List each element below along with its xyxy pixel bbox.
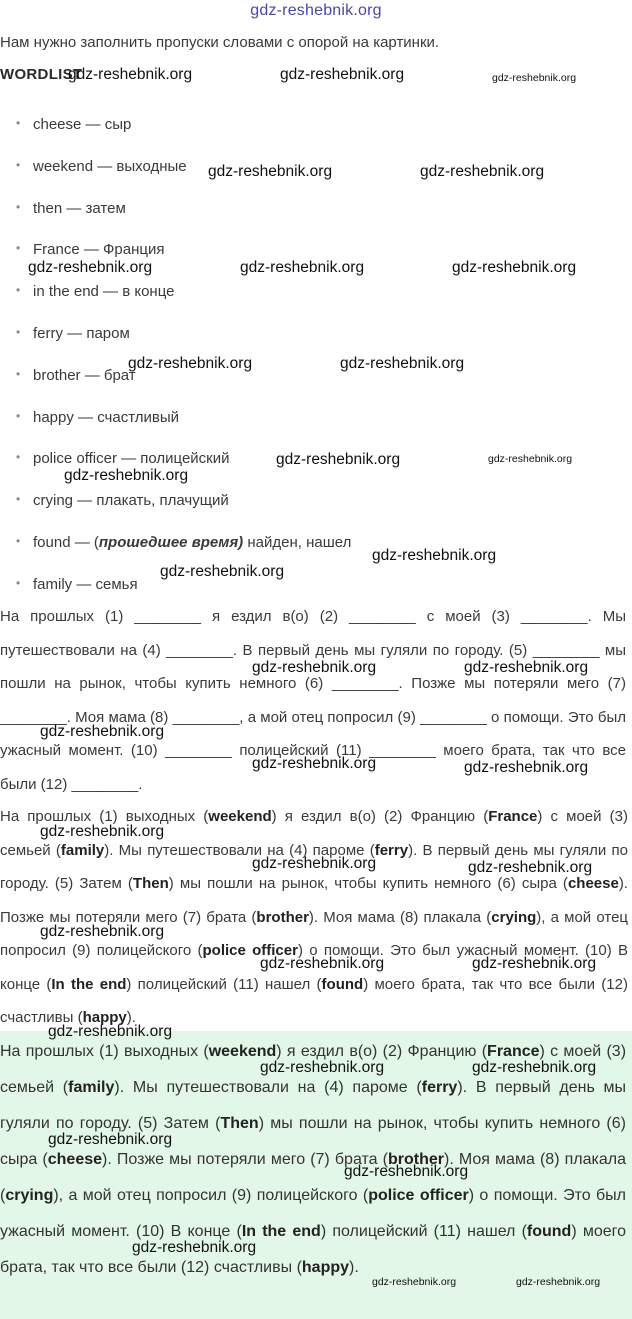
watermark: gdz-reshebnik.org (48, 1023, 173, 1040)
answer-keyword: ferry (374, 841, 409, 859)
watermark: gdz-reshebnik.org (48, 1131, 173, 1148)
text-segment: ), а мой отец попросил (9) полицейского ( (53, 1187, 369, 1204)
site-watermark-header: gdz-reshebnik.org (250, 2, 382, 19)
text-segment: ) я ездил в(о) (2) Францию ( (271, 808, 489, 825)
wordlist-heading: WORDLIST (0, 66, 83, 83)
watermark: gdz-reshebnik.org (240, 259, 365, 276)
watermark: gdz-reshebnik.org (472, 955, 597, 972)
text-segment: ). Моя мама (8) плакала ( (308, 908, 492, 926)
watermark: gdz-reshebnik.org (28, 259, 153, 276)
watermark: gdz-reshebnik.org (344, 1163, 469, 1180)
watermark: gdz-reshebnik.org (260, 955, 385, 972)
watermark: gdz-reshebnik.org (260, 1059, 385, 1076)
text-segment: На прошлых (1) выходных ( (0, 808, 209, 825)
text-segment: ) полицейский (11) нашел ( (126, 975, 322, 993)
watermark: gdz-reshebnik.org (488, 453, 573, 465)
text-segment: ) с моей (3) семьей ( (0, 808, 628, 859)
answer-keyword: weekend (208, 1043, 277, 1060)
bullet-icon: • (16, 116, 21, 130)
watermark: gdz-reshebnik.org (372, 547, 497, 564)
answer-keyword: ferry (421, 1079, 458, 1096)
watermark: gdz-reshebnik.org (128, 355, 253, 372)
answer-keyword: cheese (47, 1151, 103, 1168)
bullet-icon: • (16, 576, 21, 590)
watermark: gdz-reshebnik.org (208, 163, 333, 180)
text-segment: ) о помощи. Это был ужасный момент. (10) В конце ( (0, 942, 628, 993)
wordlist-item-text: happy — счастливый (33, 409, 179, 426)
watermark: gdz-reshebnik.org (468, 859, 593, 876)
watermark: gdz-reshebnik.org (420, 163, 545, 180)
answer-keyword: In the end (51, 975, 127, 993)
answer-keyword: brother (256, 908, 309, 926)
watermark: gdz-reshebnik.org (280, 66, 405, 83)
watermark: gdz-reshebnik.org (252, 755, 377, 772)
bullet-icon: • (16, 325, 21, 339)
wordlist-item-text: found — (прошедшее время) найден, нашел (33, 534, 352, 551)
text-segment: ). Позже мы потеряли мего (7) брата ( (0, 875, 628, 926)
watermark: gdz-reshebnik.org (492, 72, 577, 84)
text-segment: ), а мой отец попросил (9) полицейского ( (0, 908, 629, 959)
text-segment: ). Мы путешествовали на (4) пароме ( (114, 1079, 422, 1096)
answer-keyword: In the end (241, 1223, 321, 1240)
watermark: gdz-reshebnik.org (452, 259, 577, 276)
text-segment: ). В первый день мы гуляли по городу. (5) Затем ( (0, 841, 628, 892)
watermark: gdz-reshebnik.org (68, 66, 193, 83)
answer-keyword: cheese (567, 875, 619, 892)
text-segment: ) моего брата, так что все были (12) счастливы ( (0, 1223, 627, 1276)
answer-keyword: found (321, 975, 364, 993)
text-segment: ) полицейский (11) нашел ( (320, 1223, 527, 1240)
bullet-icon: • (16, 158, 21, 172)
wordlist-item-text: France — Франция (33, 241, 165, 258)
wordlist-item-text: police officer — полицейский (33, 450, 230, 467)
intro-text: Нам нужно заполнить пропуски словами с опорой на картинки. (0, 34, 440, 51)
text-segment: ). Моя мама (8) плакала ( (0, 1151, 627, 1204)
watermark: gdz-reshebnik.org (252, 855, 377, 872)
watermark: gdz-reshebnik.org (160, 563, 285, 580)
bullet-icon: • (16, 241, 21, 255)
bullet-icon: • (16, 450, 21, 464)
answer-keyword: crying (491, 908, 537, 926)
text-segment: На прошлых (1) выходных ( (0, 1043, 209, 1060)
text-segment: ) мы пошли на рынок, чтобы купить немного (6) сыра ( (0, 1115, 626, 1168)
text-segment: ) о помощи. Это был ужасный момент. (10) В конце ( (0, 1187, 627, 1240)
answer-keyword: family (60, 841, 105, 859)
watermark: gdz-reshebnik.org (464, 759, 589, 776)
answer-keyword: brother (387, 1151, 444, 1168)
wordlist-item-text: in the end — в конце (33, 283, 175, 300)
text-segment: ). (126, 1009, 136, 1026)
watermark: gdz-reshebnik.org (40, 923, 165, 940)
answer-keyword: France (488, 808, 538, 825)
answer-keyword: crying (5, 1187, 54, 1204)
text-segment: ) с моей (3) семьей ( (0, 1043, 627, 1096)
bullet-icon: • (16, 534, 21, 548)
watermark: gdz-reshebnik.org (64, 467, 189, 484)
answer-keyword: happy (301, 1259, 350, 1276)
answer-keyword: Then (132, 875, 169, 892)
bullet-icon: • (16, 367, 21, 381)
watermark: gdz-reshebnik.org (340, 355, 465, 372)
wordlist-item-text: cheese — сыр (33, 116, 132, 133)
wordlist-item-text: then — затем (33, 200, 126, 217)
text-segment: ) моего брата, так что все были (12) счастливы ( (0, 975, 628, 1026)
watermark: gdz-reshebnik.org (372, 1276, 457, 1288)
text-segment: ). Мы путешествовали на (4) пароме ( (104, 841, 375, 859)
text-segment: На прошлых (1) ________ я ездил в(о) (2) ________ с моей (3) ________. Мы путешествовали на (4) ________. В первый день мы гуляли по городу. (5) ________ мы пошли на рынок, чтобы купить немного (6) ________. Позже мы потеряли мего (7) ________. Моя мама (8) ________, а мой отец попросил (9) ________ о помощи. Это был ужасный момент. (10) ________ полицейский (11) ________ моего брата, так что все были (12) ________. (0, 608, 626, 793)
watermark: gdz-reshebnik.org (132, 1239, 257, 1256)
text-segment: ) мы пошли на рынок, чтобы купить немного (6) сыра ( (168, 875, 568, 892)
watermark: gdz-reshebnik.org (252, 659, 377, 676)
answer-keyword: police officer (368, 1187, 469, 1204)
wordlist-item-text: ferry — паром (33, 325, 130, 342)
bullet-icon: • (16, 409, 21, 423)
answer-keyword: found (526, 1223, 572, 1240)
answer-keyword: weekend (208, 808, 272, 825)
wordlist-item-text: weekend — выходные (33, 158, 187, 175)
wordlist-item-text: family — семья (33, 576, 138, 593)
bullet-icon: • (16, 283, 21, 297)
watermark: gdz-reshebnik.org (40, 723, 165, 740)
text-segment: ) я ездил в(о) (2) Францию ( (276, 1043, 488, 1060)
text-segment: ). Позже мы потеряли мего (7) брата ( (102, 1151, 388, 1168)
answer-keyword: happy (82, 1009, 127, 1026)
watermark: gdz-reshebnik.org (276, 451, 401, 468)
text-segment: ). В первый день мы гуляли по городу. (5) Затем ( (0, 1079, 627, 1132)
watermark: gdz-reshebnik.org (516, 1276, 601, 1288)
answer-keyword: police officer (202, 942, 298, 959)
watermark: gdz-reshebnik.org (472, 1059, 597, 1076)
answer-keyword: Then (220, 1115, 259, 1132)
wordlist-item-text: crying — плакать, плачущий (33, 492, 229, 509)
wordlist-item-text: brother — брат (33, 367, 136, 384)
text-segment: ). (349, 1259, 359, 1276)
watermark: gdz-reshebnik.org (40, 823, 165, 840)
answer-keyword: France (487, 1043, 540, 1060)
watermark: gdz-reshebnik.org (464, 659, 589, 676)
bullet-icon: • (16, 200, 21, 214)
bullet-icon: • (16, 492, 21, 506)
answer-keyword: family (68, 1079, 115, 1096)
